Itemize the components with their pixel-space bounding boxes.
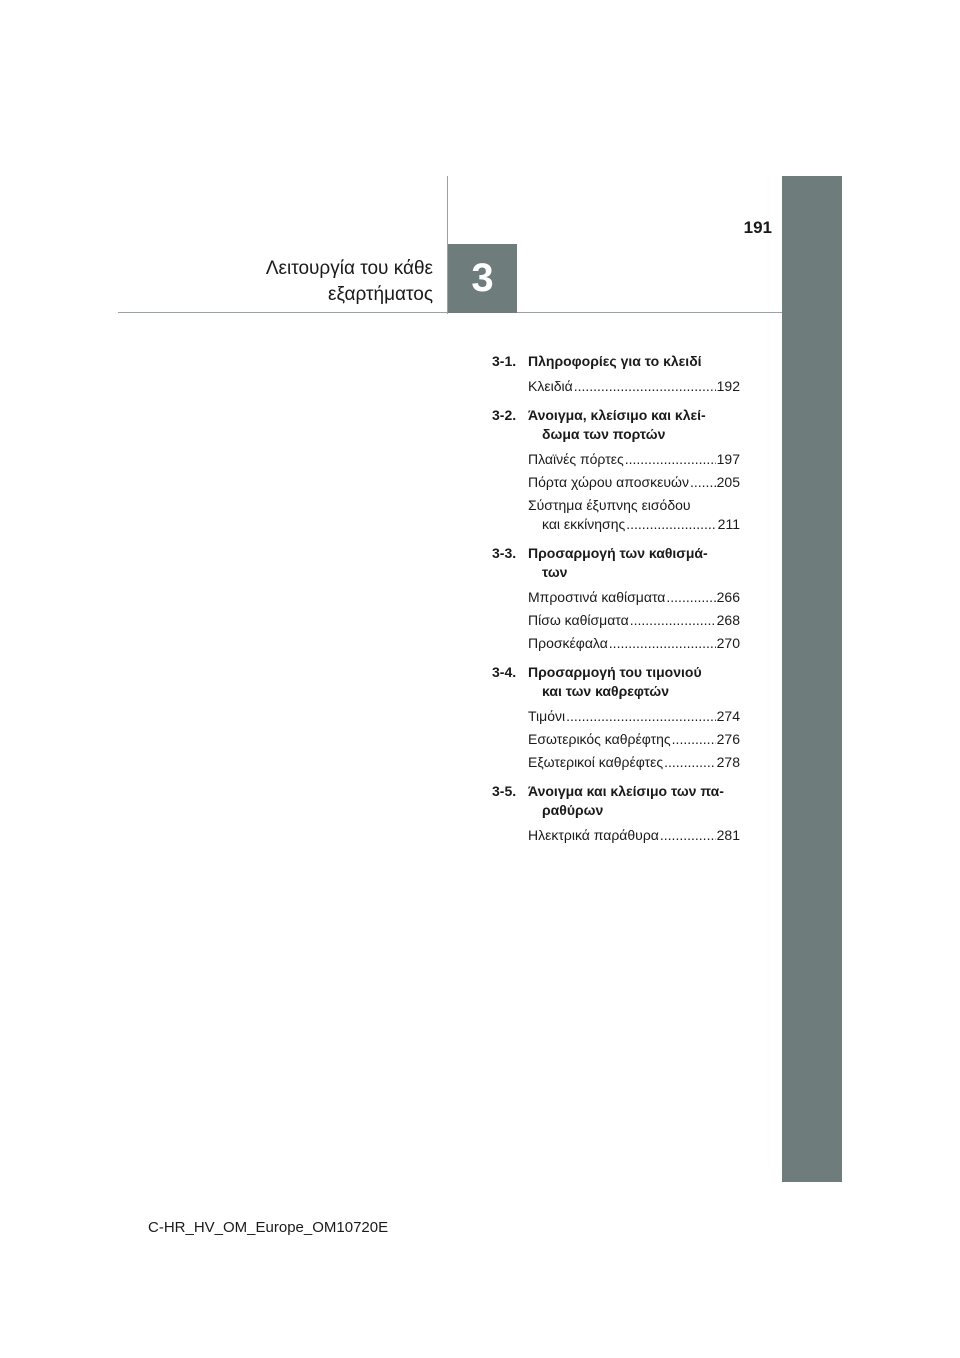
toc-entry[interactable] [528, 377, 740, 396]
toc-entry[interactable] [528, 707, 740, 726]
toc-entry[interactable] [528, 450, 740, 469]
entry-title: Ηλεκτρικά παράθυρα [528, 827, 659, 843]
dot-leader [660, 826, 716, 845]
entry-page: 268 [716, 612, 740, 628]
page-number: 191 [743, 218, 772, 237]
section-title: Άνοιγμα, κλείσιμο και κλεί- δωμα των πορτών [528, 407, 706, 442]
dot-leader [664, 753, 716, 772]
entry-title: και εκκίνησης [542, 516, 626, 532]
entry-page: 278 [716, 754, 740, 770]
chapter-side-tab [782, 176, 842, 1182]
entry-title: Πλαϊνές πόρτες [528, 451, 624, 467]
section-title: Άνοιγμα και κλείσιμο των πα- ραθύρων [528, 783, 724, 818]
section-title: Προσαρμογή των καθισμά- των [528, 545, 708, 580]
entry-page: 205 [716, 474, 740, 490]
section-number: 3-4. [492, 664, 517, 680]
dot-leader [672, 730, 716, 749]
dot-leader [630, 611, 716, 630]
toc-entry[interactable] [528, 753, 740, 772]
dot-leader [625, 450, 716, 469]
entry-page: 197 [716, 451, 740, 467]
entry-page: 276 [716, 731, 740, 747]
entry-title: Προσκέφαλα [528, 635, 608, 651]
chapter-number-box: 3 [448, 244, 517, 313]
entry-page: 266 [716, 589, 740, 605]
entry-title: Τιμόνι [528, 708, 566, 724]
toc-section-3-2 [492, 406, 740, 534]
entry-title: Εξωτερικοί καθρέφτες [528, 754, 664, 770]
entry-page: 270 [716, 635, 740, 651]
dot-leader [666, 588, 715, 607]
entry-title: Μπροστινά καθίσματα [528, 589, 666, 605]
section-number: 3-5. [492, 783, 517, 799]
dot-leader [690, 473, 716, 492]
document-footer-code: C-HR_HV_OM_Europe_OM10720E [148, 1219, 389, 1236]
entry-page: 192 [716, 378, 740, 394]
chapter-title-line2: εξαρτήματος [328, 284, 433, 305]
entry-title: Πίσω καθίσματα [528, 612, 629, 628]
toc-entry[interactable] [528, 634, 740, 653]
section-number: 3-2. [492, 407, 517, 423]
entry-title: Πόρτα χώρου αποσκευών [528, 474, 689, 490]
entry-title: Κλειδιά [528, 378, 573, 394]
dot-leader [626, 515, 716, 534]
toc-entry[interactable] [528, 611, 740, 630]
dot-leader [574, 377, 716, 396]
entry-page: 211 [717, 516, 740, 532]
section-number: 3-3. [492, 545, 517, 561]
entry-page: 281 [716, 827, 740, 843]
section-title: Πληροφορίες για το κλειδί [528, 353, 702, 369]
dot-leader [609, 634, 716, 653]
section-title: Προσαρμογή του τιμονιού και των καθρεφτών [528, 664, 702, 699]
chapter-title [266, 256, 433, 308]
entry-page: 274 [716, 708, 740, 724]
toc-entry[interactable] [528, 473, 740, 492]
toc-section-3-1 [492, 352, 740, 396]
entry-title: Εσωτερικός καθρέφτης [528, 731, 671, 747]
toc-section-3-3 [492, 544, 740, 653]
table-of-contents [492, 352, 740, 855]
toc-entry[interactable] [528, 496, 740, 534]
toc-entry[interactable] [528, 826, 740, 845]
entry-title-first-line: Σύστημα έξυπνης εισόδου [528, 497, 691, 513]
dot-leader [566, 707, 716, 726]
toc-entry[interactable] [528, 588, 740, 607]
toc-entry[interactable] [528, 730, 740, 749]
chapter-title-line1: Λειτουργία του κάθε [265, 258, 433, 279]
toc-section-3-4 [492, 663, 740, 772]
section-number: 3-1. [492, 353, 517, 369]
toc-section-3-5 [492, 782, 740, 845]
